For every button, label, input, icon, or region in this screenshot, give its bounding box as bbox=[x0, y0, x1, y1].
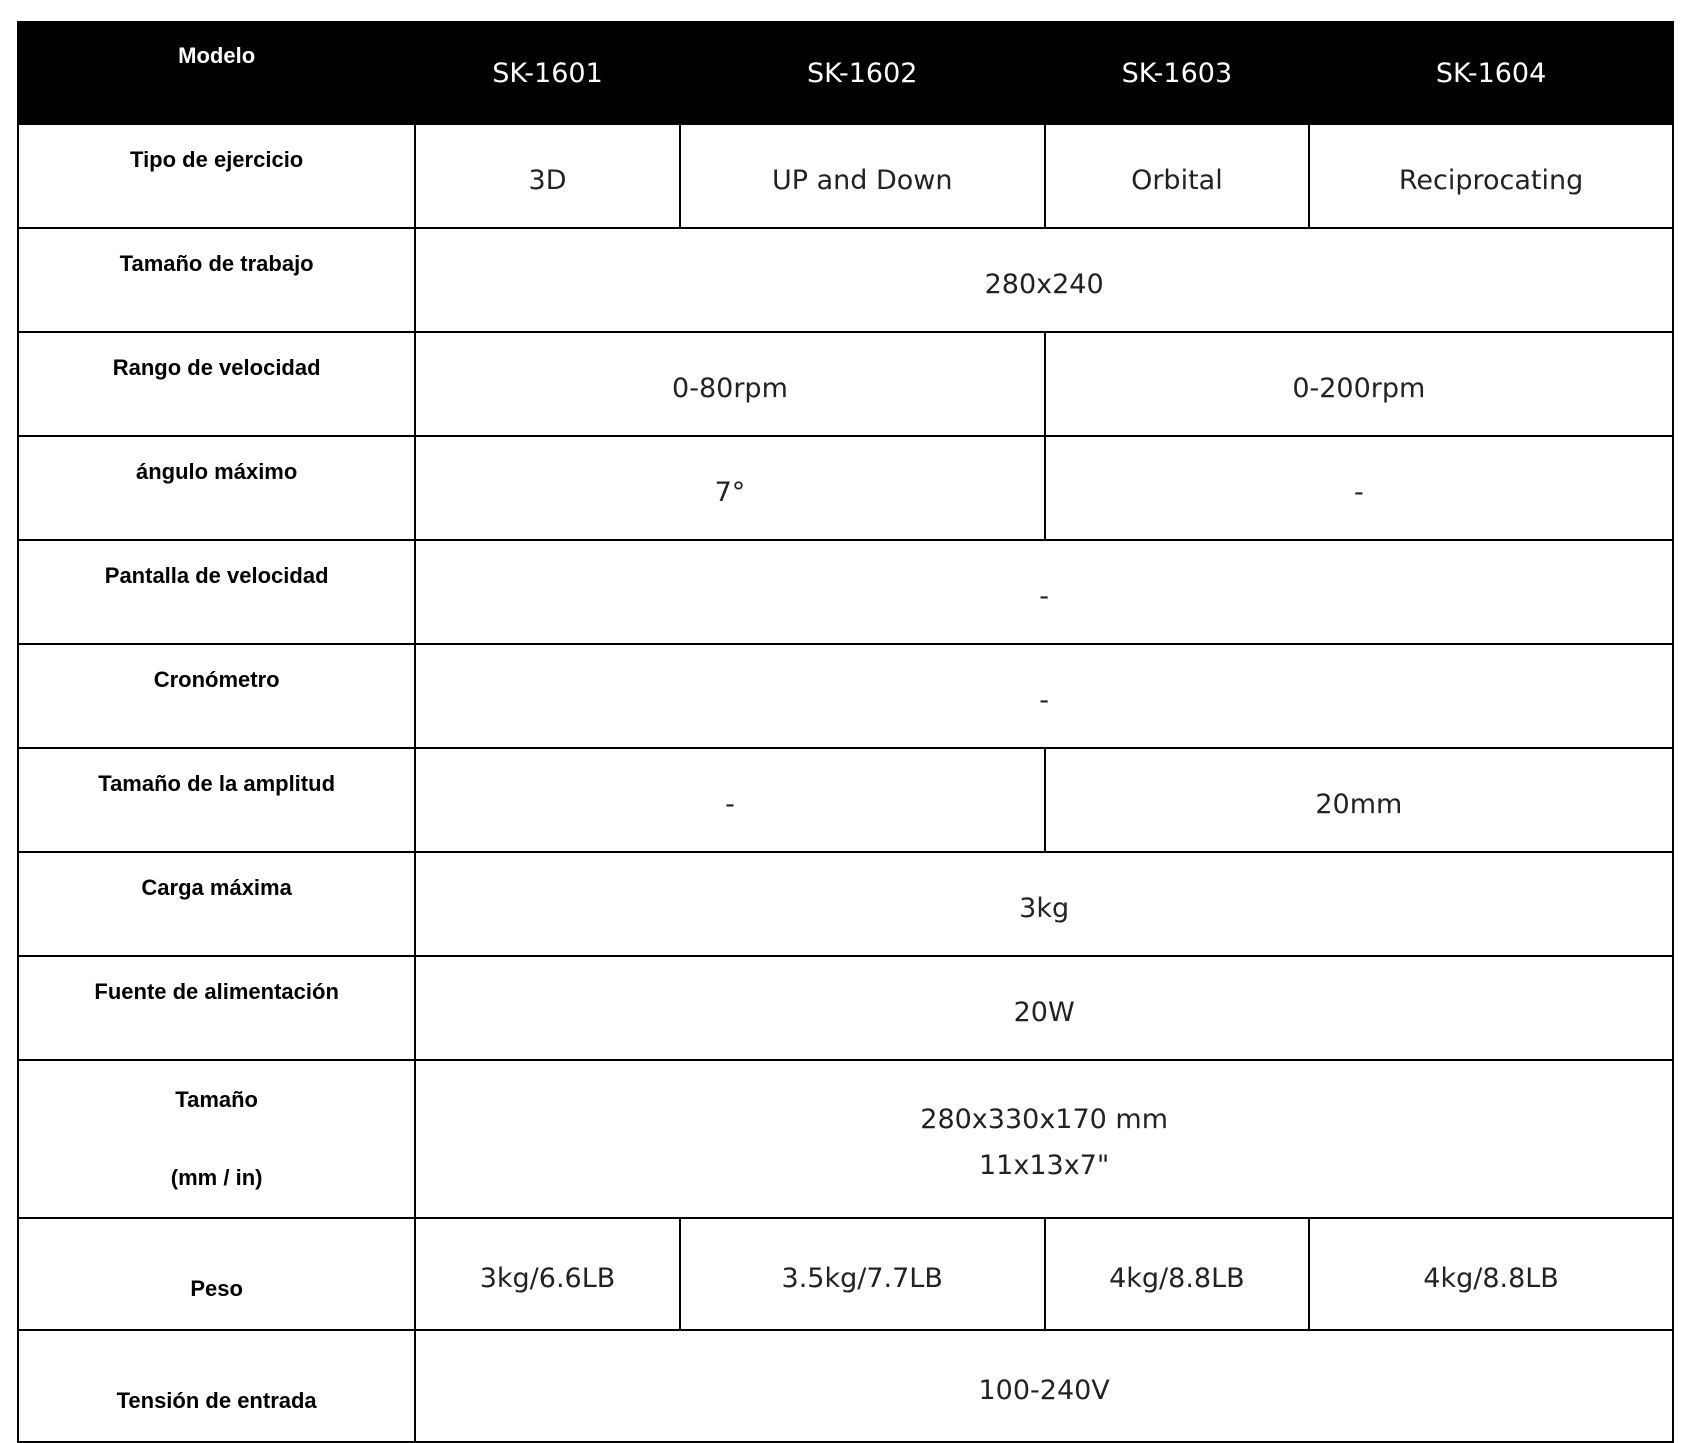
fuente-value: 20W bbox=[415, 956, 1673, 1060]
row-label-amplitud: Tamaño de la amplitud bbox=[18, 748, 415, 852]
table-row-carga bbox=[18, 852, 1673, 956]
tamano-value-line2: 11x13x7" bbox=[979, 1150, 1110, 1181]
table-row-fuente bbox=[18, 956, 1673, 1060]
table-row-tipo bbox=[18, 124, 1673, 228]
peso-sk-1603: 4kg/8.8LB bbox=[1045, 1218, 1309, 1330]
rango-velocidad-value-1: 0-80rpm bbox=[415, 332, 1044, 436]
tamano-trabajo-value: 280x240 bbox=[415, 228, 1673, 332]
table-row-tamano-trabajo bbox=[18, 228, 1673, 332]
model-sk-1603: SK-1603 bbox=[1045, 22, 1309, 124]
amplitud-value-1: - bbox=[415, 748, 1044, 852]
carga-value: 3kg bbox=[415, 852, 1673, 956]
rango-velocidad-value-2: 0-200rpm bbox=[1045, 332, 1673, 436]
table-row-rango-velocidad bbox=[18, 332, 1673, 436]
table-header-row bbox=[18, 22, 1673, 124]
model-sk-1604: SK-1604 bbox=[1309, 22, 1673, 124]
peso-sk-1601: 3kg/6.6LB bbox=[415, 1218, 679, 1330]
row-label-tamano-trabajo: Tamaño de trabajo bbox=[18, 228, 415, 332]
angulo-value-1: 7° bbox=[415, 436, 1044, 540]
tipo-sk-1604: Reciprocating bbox=[1309, 124, 1673, 228]
row-label-tamano-line1: Tamaño bbox=[175, 1087, 258, 1112]
angulo-value-2: - bbox=[1045, 436, 1673, 540]
row-label-angulo: ángulo máximo bbox=[18, 436, 415, 540]
model-sk-1602: SK-1602 bbox=[680, 22, 1045, 124]
header-label: Modelo bbox=[18, 22, 415, 124]
table-row-peso bbox=[18, 1218, 1673, 1330]
tipo-sk-1601: 3D bbox=[415, 124, 679, 228]
peso-sk-1602: 3.5kg/7.7LB bbox=[680, 1218, 1045, 1330]
row-label-tension: Tensión de entrada bbox=[18, 1330, 415, 1442]
row-label-tamano bbox=[18, 1060, 415, 1218]
tension-value: 100-240V bbox=[415, 1330, 1673, 1442]
table-row-angulo bbox=[18, 436, 1673, 540]
spec-table bbox=[17, 21, 1674, 1443]
peso-sk-1604: 4kg/8.8LB bbox=[1309, 1218, 1673, 1330]
tipo-sk-1602: UP and Down bbox=[680, 124, 1045, 228]
table-row-amplitud bbox=[18, 748, 1673, 852]
model-sk-1601: SK-1601 bbox=[415, 22, 679, 124]
tipo-sk-1603: Orbital bbox=[1045, 124, 1309, 228]
table-row-tamano bbox=[18, 1060, 1673, 1218]
pantalla-value: - bbox=[415, 540, 1673, 644]
row-label-pantalla: Pantalla de velocidad bbox=[18, 540, 415, 644]
table-row-cronometro bbox=[18, 644, 1673, 748]
row-label-tipo: Tipo de ejercicio bbox=[18, 124, 415, 228]
row-label-peso: Peso bbox=[18, 1218, 415, 1330]
row-label-cronometro: Cronómetro bbox=[18, 644, 415, 748]
row-label-carga: Carga máxima bbox=[18, 852, 415, 956]
amplitud-value-2: 20mm bbox=[1045, 748, 1673, 852]
row-label-fuente: Fuente de alimentación bbox=[18, 956, 415, 1060]
row-label-tamano-line2: (mm / in) bbox=[170, 1165, 263, 1190]
row-label-rango-velocidad: Rango de velocidad bbox=[18, 332, 415, 436]
cronometro-value: - bbox=[415, 644, 1673, 748]
tamano-value bbox=[415, 1060, 1673, 1218]
tamano-value-line1: 280x330x170 mm bbox=[920, 1104, 1169, 1135]
table-row-pantalla bbox=[18, 540, 1673, 644]
table-row-tension bbox=[18, 1330, 1673, 1442]
